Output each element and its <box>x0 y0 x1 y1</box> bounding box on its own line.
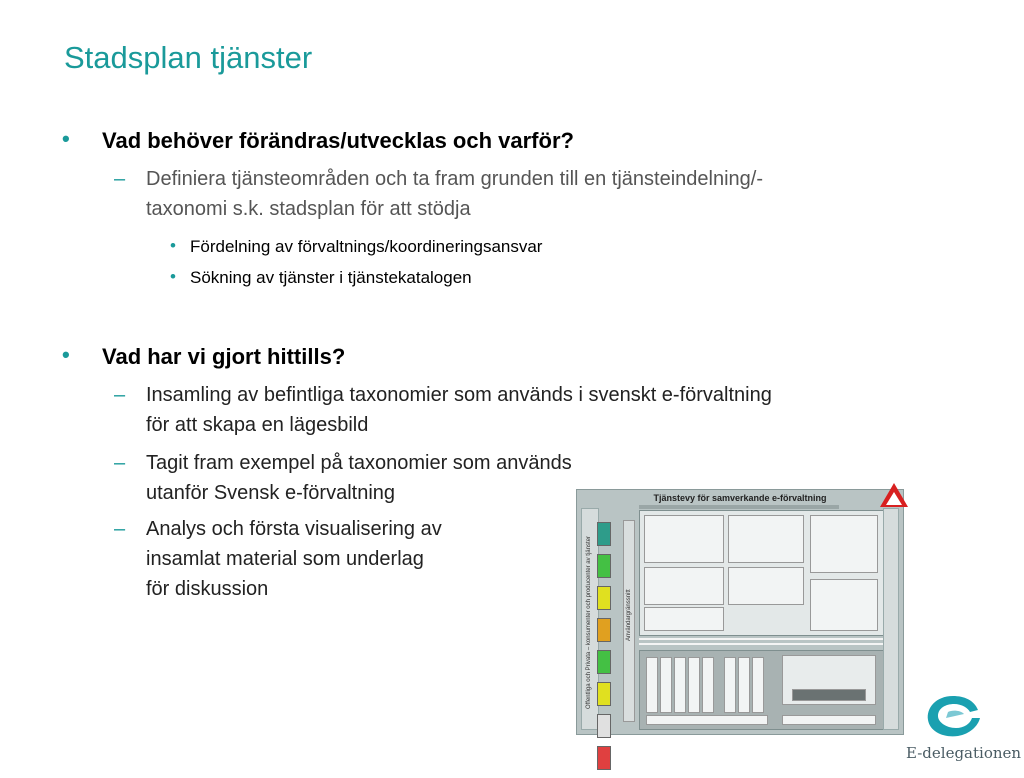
panel-myndighetsgemensamma <box>728 567 804 605</box>
color-block-red <box>597 746 611 770</box>
infrastrukturtjanster-bar <box>646 715 768 725</box>
dash-icon: – <box>114 452 126 474</box>
panel-forvaltningsgemensamma <box>728 515 804 563</box>
column-blobdatatjanster <box>688 657 700 713</box>
panel-medborgartjanster <box>644 567 724 605</box>
diagram-top-region <box>639 510 885 636</box>
section-1-heading: • Vad behöver förändras/utvecklas och varför? <box>62 126 574 153</box>
section-2-item-2 <box>114 448 572 508</box>
color-block-orange <box>597 618 611 642</box>
divider-line <box>639 638 883 640</box>
bullet-icon: • <box>170 236 176 255</box>
slide-title: Stadsplan tjänster <box>64 40 313 75</box>
item-line: Tagit fram exempel på taxonomier som används <box>146 452 572 474</box>
item-line: för diskussion <box>146 578 269 600</box>
item-line: Definiera tjänsteområden och ta fram grunden till en tjänsteindelning/- <box>146 168 764 190</box>
soa-tjanster-bar <box>792 689 866 701</box>
diagram-title: Tjänstevy för samverkande e-förvaltning <box>653 493 827 503</box>
section-1-subitem-2: • Sökning av tjänster i tjänstekatalogen <box>170 267 472 287</box>
panel-offentliga <box>810 515 878 573</box>
item-line: insamlat material som underlag <box>146 548 424 570</box>
color-block-yellow-2 <box>597 682 611 706</box>
dash-icon: – <box>114 168 126 190</box>
diagram-bottom-region <box>639 650 885 730</box>
service-view-diagram <box>576 489 904 735</box>
diagram-right-strip <box>883 508 899 730</box>
left-vertical-label: Offentliga och Privata – konsumenter och producenter av tjänster <box>586 536 592 709</box>
section-2-item-1 <box>114 380 772 440</box>
color-block-yellow <box>597 586 611 610</box>
column-orchestrering <box>702 657 714 713</box>
column-mediation <box>752 657 764 713</box>
diagram-subtitle-bar <box>639 505 839 509</box>
color-block-teal <box>597 522 611 546</box>
column-svenskt-e-id2 <box>724 657 736 713</box>
section-2-item-3 <box>114 514 442 604</box>
section-1-subitem-1: • Fördelning av förvaltnings/koordineringsansvar <box>170 236 543 256</box>
e-delegationen-swirl-icon <box>918 690 988 740</box>
divider-line <box>639 643 883 645</box>
logo-text: E-delegationen <box>906 744 1022 762</box>
color-block-green <box>597 554 611 578</box>
inner-vertical-label: Användargränssnitt <box>626 589 632 641</box>
column-meddelandetjanster <box>674 657 686 713</box>
color-block-gray <box>597 714 611 738</box>
color-block-green-2 <box>597 650 611 674</box>
bastjanster-bar <box>782 715 876 725</box>
diagram-inner-vertical-bar <box>623 520 635 722</box>
item-line: Insamling av befintliga taxonomier som används i svenskt e-förvaltning <box>146 384 772 406</box>
item-line: utanför Svensk e-förvaltning <box>146 482 396 504</box>
bullet-icon: • <box>62 126 70 151</box>
section-1-item-1 <box>114 164 764 224</box>
column-informationshantering <box>660 657 672 713</box>
panel-privata <box>810 579 878 631</box>
section-2-heading: • Vad har vi gjort hittills? <box>62 342 346 369</box>
panel-stodtjanster <box>644 607 724 631</box>
bullet-icon: • <box>62 342 70 367</box>
item-line: för att skapa en lägesbild <box>146 414 369 436</box>
bullet-icon: • <box>170 267 176 286</box>
panel-livssituation <box>644 515 724 563</box>
item-line: taxonomi s.k. stadsplan för att stödja <box>146 198 471 220</box>
item-line: Analys och första visualisering av <box>146 518 442 540</box>
roadwork-warning-icon-inner <box>886 492 902 505</box>
dash-icon: – <box>114 518 126 540</box>
column-sakerhetstjanster <box>646 657 658 713</box>
dash-icon: – <box>114 384 126 406</box>
diagram-color-blocks <box>597 518 613 778</box>
column-meta-data <box>738 657 750 713</box>
